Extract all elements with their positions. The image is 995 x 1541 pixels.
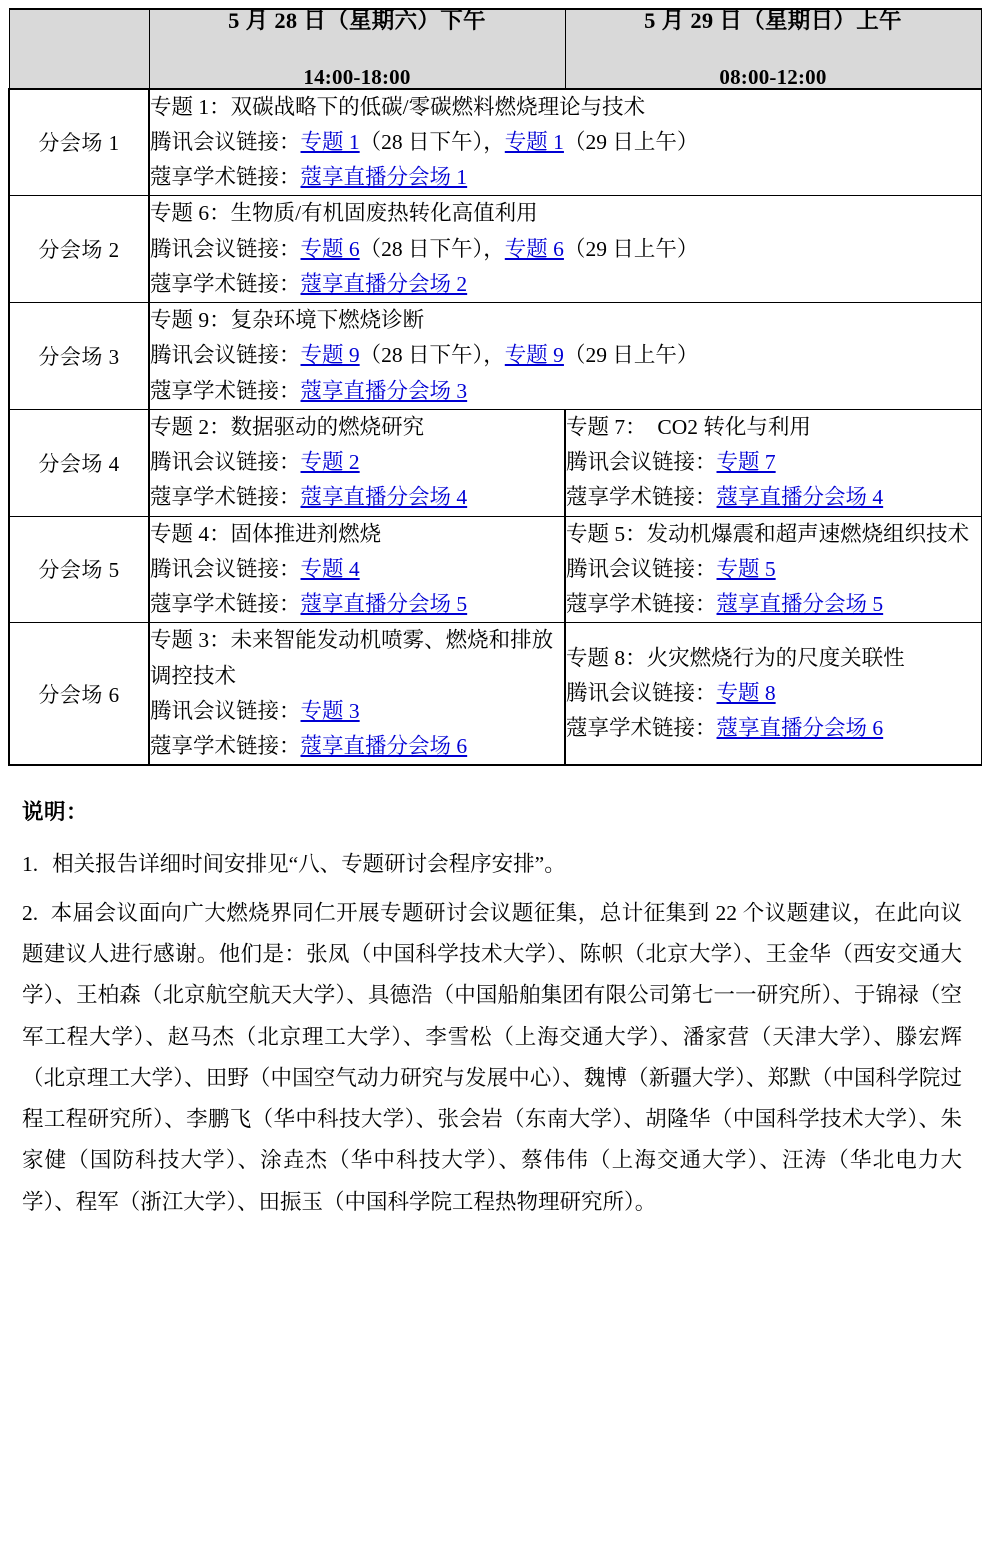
session-cell-venue1 — [149, 89, 981, 196]
tencent-line — [566, 445, 981, 480]
note-text: 相关报告详细时间安排见“八、专题研讨会程序安排”。 — [52, 851, 566, 876]
session-title: 专题 5：发动机爆震和超声速燃烧组织技术 — [566, 521, 970, 546]
kouxiang-link[interactable]: 蔻享直播分会场 4 — [300, 485, 468, 510]
tencent-link-morning[interactable]: 专题 6 — [504, 236, 564, 261]
tencent-link-afternoon[interactable]: 专题 1 — [300, 129, 360, 154]
tencent-link-afternoon[interactable]: 专题 9 — [300, 343, 360, 368]
kouxiang-label: 蔻享学术链接： — [150, 165, 301, 189]
kouxiang-line — [150, 587, 564, 622]
tencent-link[interactable]: 专题 4 — [300, 556, 360, 581]
table-row — [9, 89, 981, 196]
notes-section — [8, 792, 980, 1223]
tencent-label: 腾讯会议链接： — [150, 129, 301, 154]
kouxiang-line — [566, 587, 981, 622]
header-sunday-time: 08:00-12:00 — [719, 64, 827, 89]
tencent-note-morning: （29 日上午） — [563, 129, 699, 154]
kouxiang-line — [150, 480, 564, 515]
tencent-note-afternoon: （28 日下午）， — [359, 129, 505, 154]
tencent-label: 腾讯会议链接： — [150, 343, 301, 368]
table-row — [9, 303, 981, 410]
session-title: 专题 6：生物质/有机固废热转化高值利用 — [150, 201, 538, 226]
kouxiang-link[interactable]: 蔻享直播分会场 4 — [716, 485, 884, 510]
tencent-line — [150, 338, 981, 373]
notes-title: 说明： — [22, 800, 89, 825]
tencent-line — [566, 676, 981, 711]
tencent-note-afternoon: （28 日下午）， — [359, 343, 505, 368]
tencent-line — [150, 232, 981, 267]
tencent-label: 腾讯会议链接： — [150, 698, 301, 723]
session-title: 专题 9：复杂环境下燃烧诊断 — [150, 308, 425, 332]
tencent-line — [150, 694, 564, 729]
tencent-note-afternoon: （28 日下午）， — [359, 236, 505, 261]
tencent-label: 腾讯会议链接： — [150, 556, 301, 581]
session-cell-venue2 — [149, 196, 981, 303]
session-title: 专题 8：火灾燃烧行为的尺度关联性 — [566, 645, 905, 670]
kouxiang-label: 蔻享学术链接： — [150, 271, 301, 296]
session-cell-venue4-saturday — [149, 409, 565, 516]
tencent-note-morning: （29 日上午） — [563, 236, 699, 261]
session-title: 专题 7： CO2 转化与利用 — [566, 414, 811, 439]
header-saturday-date: 5 月 28 日（星期六）下午 — [228, 8, 486, 33]
note-number: 2. — [22, 900, 39, 925]
tencent-label: 腾讯会议链接： — [566, 681, 717, 706]
kouxiang-label: 蔻享学术链接： — [566, 716, 717, 741]
kouxiang-link[interactable]: 蔻享直播分会场 5 — [716, 592, 884, 616]
kouxiang-link[interactable]: 蔻享直播分会场 5 — [300, 592, 468, 616]
session-cell-venue6-saturday — [149, 623, 565, 766]
tencent-link-afternoon[interactable]: 专题 6 — [300, 236, 360, 261]
session-title: 专题 4：固体推进剂燃烧 — [150, 521, 382, 546]
tencent-link-morning[interactable]: 专题 9 — [504, 343, 564, 368]
header-saturday-time: 14:00-18:00 — [303, 64, 411, 89]
header-row — [9, 9, 981, 89]
venue-label-1: 分会场 1 — [9, 89, 149, 196]
tencent-line — [150, 552, 564, 587]
table-row — [9, 516, 981, 623]
table-body — [9, 89, 981, 766]
venue-label-4: 分会场 4 — [9, 409, 149, 516]
kouxiang-link[interactable]: 蔻享直播分会场 2 — [300, 271, 468, 296]
tencent-link[interactable]: 专题 8 — [716, 681, 776, 706]
kouxiang-link[interactable]: 蔻享直播分会场 6 — [300, 734, 468, 758]
header-corner-blank — [9, 9, 149, 89]
session-cell-venue5-sunday — [565, 516, 981, 623]
tencent-label: 腾讯会议链接： — [566, 556, 717, 581]
session-cell-venue4-sunday — [565, 409, 981, 516]
kouxiang-line — [150, 729, 564, 764]
venue-label-2: 分会场 2 — [9, 196, 149, 303]
tencent-link[interactable]: 专题 3 — [300, 698, 360, 723]
tencent-link[interactable]: 专题 2 — [300, 450, 360, 474]
table-header — [9, 9, 981, 89]
tencent-link[interactable]: 专题 7 — [716, 450, 776, 474]
kouxiang-link[interactable]: 蔻享直播分会场 1 — [300, 165, 468, 189]
kouxiang-label: 蔻享学术链接： — [150, 592, 301, 616]
kouxiang-link[interactable]: 蔻享直播分会场 6 — [716, 716, 884, 741]
kouxiang-line — [150, 160, 981, 195]
tencent-link[interactable]: 专题 5 — [716, 556, 776, 581]
kouxiang-line — [566, 711, 981, 746]
kouxiang-label: 蔻享学术链接： — [150, 485, 301, 510]
kouxiang-label: 蔻享学术链接： — [566, 592, 717, 616]
header-sunday — [565, 9, 981, 89]
note-text: 本届会议面向广大燃烧界同仁开展专题研讨会议题征集，总计征集到 22 个议题建议，在此向议题建议人进行感谢。他们是：张凤（中国科学技术大学）、陈帜（北京大学）、王金华（西安交通大学）、王柏森（北京航空航天大学）、具德浩（中国船舶集团有限公司第七一一研究所）、于锦禄（空军工程大学）、赵马杰（北京理工大学）、李雪松（上海交通大学）、潘家营（天津大学）、滕宏辉（北京理工大学）、田野（中国空气动力研究与发展中心）、魏博（新疆大学）、郑默（中国科学院过程工程研究所）、李鹏飞（华中科技大学）、张会岩（东南大学）、胡隆华（中国科学技术大学）、朱家健（国防科技大学）、涂垚杰（华中科技大学）、蔡伟伟（上海交通大学）、汪涛（华北电力大学）、程军（浙江大学）、田振玉（中国科学院工程热物理研究所）。 — [22, 900, 962, 1214]
kouxiang-line — [150, 267, 981, 302]
kouxiang-label: 蔻享学术链接： — [150, 378, 301, 403]
note-number: 1. — [22, 851, 39, 876]
venue-label-3: 分会场 3 — [9, 303, 149, 410]
note-item-1 — [22, 844, 962, 885]
tencent-line — [150, 125, 981, 160]
venue-label-5: 分会场 5 — [9, 516, 149, 623]
kouxiang-line — [566, 480, 981, 515]
kouxiang-label: 蔻享学术链接： — [150, 734, 301, 758]
session-schedule-table — [8, 8, 982, 766]
kouxiang-link[interactable]: 蔻享直播分会场 3 — [300, 378, 468, 403]
session-title: 专题 3：未来智能发动机喷雾、燃烧和排放调控技术 — [150, 628, 554, 688]
note-item-2 — [22, 893, 962, 1223]
venue-label-6: 分会场 6 — [9, 623, 149, 766]
table-row — [9, 623, 981, 766]
tencent-line — [150, 445, 564, 480]
tencent-label: 腾讯会议链接： — [150, 450, 301, 474]
tencent-link-morning[interactable]: 专题 1 — [504, 129, 564, 154]
kouxiang-label: 蔻享学术链接： — [566, 485, 717, 510]
session-cell-venue3 — [149, 303, 981, 410]
kouxiang-line — [150, 374, 981, 409]
header-sunday-date: 5 月 29 日（星期日）上午 — [644, 8, 902, 33]
session-cell-venue6-sunday — [565, 623, 981, 766]
table-row — [9, 196, 981, 303]
session-title: 专题 2：数据驱动的燃烧研究 — [150, 414, 425, 439]
tencent-label: 腾讯会议链接： — [566, 450, 717, 474]
table-row — [9, 409, 981, 516]
tencent-label: 腾讯会议链接： — [150, 236, 301, 261]
session-cell-venue5-saturday — [149, 516, 565, 623]
header-saturday — [149, 9, 565, 89]
tencent-note-morning: （29 日上午） — [563, 343, 699, 368]
tencent-line — [566, 552, 981, 587]
session-title: 专题 1：双碳战略下的低碳/零碳燃料燃烧理论与技术 — [150, 94, 646, 119]
